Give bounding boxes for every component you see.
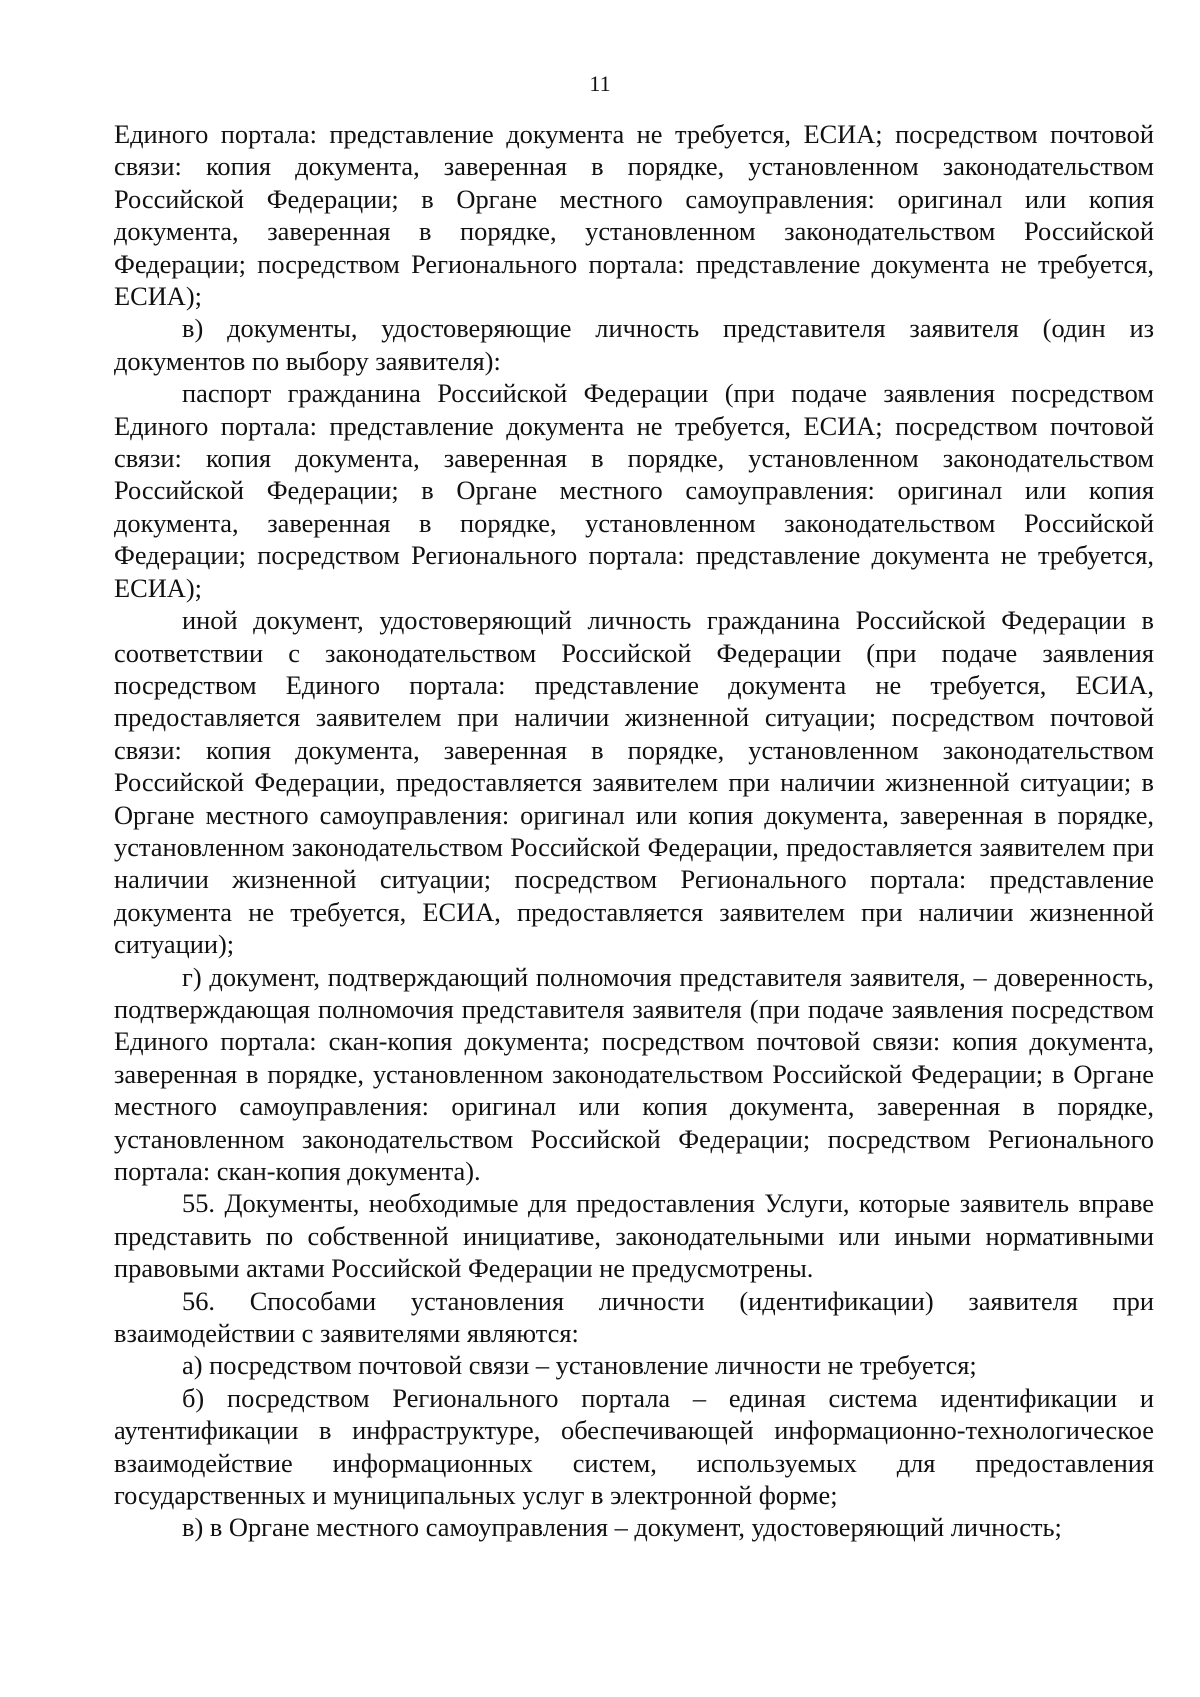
paragraph-item-v: в) документы, удостоверяющие личность представителя заявителя (один из документов по выбору заявителя):	[114, 313, 1154, 376]
paragraph-passport: паспорт гражданина Российской Федерации (при подаче заявления посредством Единого портала: представление документа не требуется, ЕСИА; посредством почтовой связи: копия документа, заверенная в порядке, установленном законодательством Российской Федерации; в Органе местного самоуправления: оригинал или копия документа, заверенная в порядке, установленном законодательством Российской Федерации; посредством Регионального портала: представление документа не требуется, ЕСИА);	[114, 378, 1154, 603]
paragraph-other-document: иной документ, удостоверяющий личность гражданина Российской Федерации в соответствии с законодательством Российской Федерации (при подаче заявления посредством Единого портала: представление документа не требуется, ЕСИА, предоставляется заявителем при наличии жизненной ситуации; посредством почтовой связи: копия документа, заверенная в порядке, установленном законодательством Российской Федерации, предоставляется заявителем при наличии жизненной ситуации; в Органе местного самоуправления: оригинал или копия документа, заверенная в порядке, установленном законодательством Российской Федерации, предоставляется заявителем при наличии жизненной ситуации; посредством Регионального портала: представление документа не требуется, ЕСИА, предоставляется заявителем при наличии жизненной ситуации);	[114, 605, 1154, 960]
paragraph-item-g: г) документ, подтверждающий полномочия представителя заявителя, – доверенность, подтверждающая полномочия представителя заявителя (при подаче заявления посредством Единого портала: скан-копия документа; посредством почтовой связи: копия документа, заверенная в порядке, установленном законодательством Российской Федерации; в Органе местного самоуправления: оригинал или копия документа, заверенная в порядке, установленном законодательством Российской Федерации; посредством Регионального портала: скан-копия документа).	[114, 961, 1154, 1186]
paragraph-continuation: Единого портала: представление документа не требуется, ЕСИА; посредством почтовой связи: копия документа, заверенная в порядке, установленном законодательством Российской Федерации; в Органе местного самоуправления: оригинал или копия документа, заверенная в порядке, установленном законодательством Российской Федерации; посредством Регионального портала: представление документа не требуется, ЕСИА);	[114, 119, 1154, 312]
paragraph-clause-56: 56. Способами установления личности (идентификации) заявителя при взаимодействии с заявителями являются:	[114, 1285, 1154, 1349]
paragraph-clause-55: 55. Документы, необходимые для предоставления Услуги, которые заявитель вправе представить по собственной инициативе, законодательными или иными нормативными правовыми актами Российской Федерации не предусмотрены.	[114, 1188, 1154, 1284]
document-body	[114, 118, 1154, 1544]
paragraph-item-a: а) посредством почтовой связи – установление личности не требуется;	[182, 1350, 977, 1381]
paragraph-item-b: б) посредством Регионального портала – единая система идентификации и аутентификации в инфраструктуре, обеспечивающей информационно-технологическое взаимодействие информационных систем, используемых для предоставления государственных и муниципальных услуг в электронной форме;	[114, 1382, 1154, 1511]
paragraph-item-v-2: в) в Органе местного самоуправления – документ, удостоверяющий личность;	[182, 1512, 1062, 1543]
page-number: 11	[589, 71, 611, 96]
